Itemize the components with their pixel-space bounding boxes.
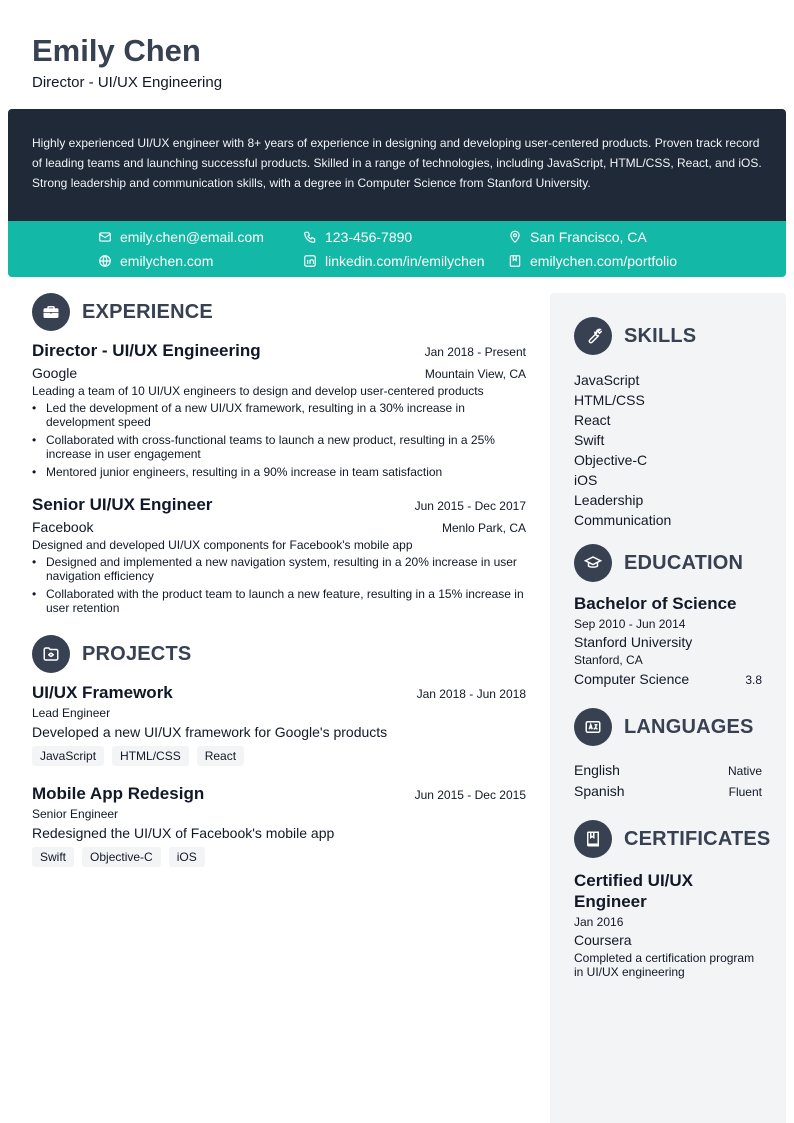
contact-website[interactable]	[98, 251, 213, 271]
sidebar	[550, 293, 786, 1123]
job-location: Mountain View, CA	[424, 367, 526, 381]
project-date: Jan 2018 - Jun 2018	[416, 687, 526, 701]
language-level: Native	[727, 764, 762, 778]
phone-icon	[303, 230, 317, 244]
education-title: EDUCATION	[624, 551, 744, 574]
language-level: Fluent	[728, 785, 762, 799]
job-company: Facebook	[32, 519, 94, 535]
contact-location	[508, 227, 647, 247]
project-description: Redesigned the UI/UX of Facebook's mobile app	[32, 825, 335, 841]
job-date: Jun 2015 - Dec 2017	[414, 499, 526, 513]
language-name: English	[574, 762, 620, 778]
project-description: Developed a new UI/UX framework for Google's products	[32, 724, 388, 740]
main-column	[32, 293, 526, 867]
linkedin-icon	[303, 254, 317, 268]
project-tags	[32, 847, 526, 867]
skill-item: Leadership	[574, 492, 644, 508]
skill-item: Objective-C	[574, 452, 648, 468]
job-title: Senior UI/UX Engineer	[32, 495, 213, 514]
graduation-cap-icon	[574, 544, 612, 582]
skills-title: SKILLS	[624, 324, 697, 347]
summary-text: Highly experienced UI/UX engineer with 8+ years of experience in designing and developing user-centered products. Proven track record of leading teams and launching successful products. Skilled in a range of technologies, including JavaScript, HTML/CSS, React, and iOS. Strong leadership and communication skills, with a degree in Computer Science from Stanford University.	[32, 136, 762, 190]
projects-title: PROJECTS	[82, 642, 192, 665]
contact-email[interactable]	[98, 227, 264, 247]
contact-phone-text: 123-456-7890	[325, 229, 413, 245]
project-date: Jun 2015 - Dec 2015	[414, 788, 526, 802]
certificates-section-header	[574, 820, 771, 858]
contact-location-text: San Francisco, CA	[530, 229, 647, 245]
job-title: Director - UI/UX Engineering	[32, 341, 261, 360]
school-location: Stanford, CA	[574, 653, 643, 667]
job-bullet: • Designed and implemented a new navigation system, resulting in a 20% increase in user navigation efficiency	[32, 555, 526, 583]
experience-entry	[32, 341, 526, 479]
field-of-study: Computer Science	[574, 671, 690, 687]
contact-email-text: emily.chen@email.com	[120, 229, 264, 245]
skill-item: React	[574, 412, 611, 428]
folder-icon	[32, 635, 70, 673]
experience-title: EXPERIENCE	[82, 300, 213, 323]
project-title: UI/UX Framework	[32, 683, 173, 702]
contact-portfolio[interactable]	[508, 251, 677, 271]
degree: Bachelor of Science	[574, 594, 737, 613]
candidate-title: Director - UI/UX Engineering	[32, 74, 223, 91]
bookmark-icon	[508, 254, 522, 268]
project-entry	[32, 683, 526, 766]
tag: Objective-C	[82, 847, 161, 867]
certificate-entry	[574, 870, 762, 979]
job-date: Jan 2018 - Present	[424, 345, 526, 359]
skill-item: JavaScript	[574, 372, 640, 388]
globe-icon	[98, 254, 112, 268]
school: Stanford University	[574, 634, 693, 650]
job-bullets	[32, 555, 526, 615]
project-role: Lead Engineer	[32, 706, 111, 720]
project-role: Senior Engineer	[32, 807, 119, 821]
job-bullet: • Collaborated with cross-functional teams to launch a new product, resulting in a 25% increase in user engagement	[32, 433, 526, 461]
contact-website-text: emilychen.com	[120, 253, 214, 269]
project-tags	[32, 746, 526, 766]
book-icon	[574, 820, 612, 858]
project-title: Mobile App Redesign	[32, 784, 205, 803]
experience-section-header	[32, 293, 526, 331]
language-row	[574, 781, 762, 802]
tag: JavaScript	[32, 746, 104, 766]
translate-icon	[574, 708, 612, 746]
languages-section-header	[574, 708, 762, 746]
job-description: Leading a team of 10 UI/UX engineers to design and develop user-centered products	[32, 384, 484, 398]
languages-title: LANGUAGES	[624, 715, 754, 738]
skill-item: Swift	[574, 432, 605, 448]
contact-portfolio-text: emilychen.com/portfolio	[530, 253, 678, 269]
skill-item: HTML/CSS	[574, 392, 645, 408]
language-row	[574, 760, 762, 781]
tag: HTML/CSS	[112, 746, 189, 766]
projects-section-header	[32, 635, 526, 673]
summary-panel	[8, 109, 786, 221]
education-entry	[574, 594, 762, 690]
briefcase-icon	[32, 293, 70, 331]
job-bullets	[32, 401, 526, 479]
education-section-header	[574, 544, 762, 582]
tag: iOS	[169, 847, 205, 867]
job-bullet: • Mentored junior engineers, resulting in a 90% increase in team satisfaction	[32, 465, 526, 479]
certificate-issuer: Coursera	[574, 932, 632, 948]
contact-linkedin-text: linkedin.com/in/emilychen	[325, 253, 485, 269]
certificate-description: Completed a certification program in UI/UX engineering	[574, 951, 755, 979]
tag: React	[197, 746, 244, 766]
language-name: Spanish	[574, 783, 625, 799]
tag: Swift	[32, 847, 74, 867]
job-company: Google	[32, 365, 78, 381]
languages-list	[574, 760, 762, 802]
resume-header	[32, 32, 222, 92]
experience-entry	[32, 495, 526, 615]
certificates-title: CERTIFICATES	[624, 827, 771, 850]
job-location: Menlo Park, CA	[441, 521, 526, 535]
contact-bar	[8, 221, 786, 277]
skill-item: iOS	[574, 472, 598, 488]
job-bullet: • Collaborated with the product team to launch a new feature, resulting in a 15% increase in user retention	[32, 587, 526, 615]
mail-icon	[98, 230, 112, 244]
contact-phone[interactable]	[303, 227, 412, 247]
job-bullet: • Led the development of a new UI/UX framework, resulting in a 30% increase in development speed	[32, 401, 526, 429]
skills-list	[574, 370, 762, 530]
certificate-date: Jan 2016	[574, 915, 624, 929]
skills-section-header	[574, 317, 762, 355]
map-pin-icon	[508, 230, 522, 244]
skill-item: Communication	[574, 512, 672, 528]
education-date: Sep 2010 - Jun 2014	[574, 617, 686, 631]
contact-linkedin[interactable]	[303, 251, 485, 271]
certificate-title: Certified UI/UX Engineer	[574, 871, 694, 911]
wrench-icon	[574, 317, 612, 355]
gpa: 3.8	[745, 673, 762, 687]
project-entry	[32, 784, 526, 867]
job-description: Designed and developed UI/UX components for Facebook's mobile app	[32, 538, 413, 552]
candidate-name: Emily Chen	[32, 33, 201, 68]
